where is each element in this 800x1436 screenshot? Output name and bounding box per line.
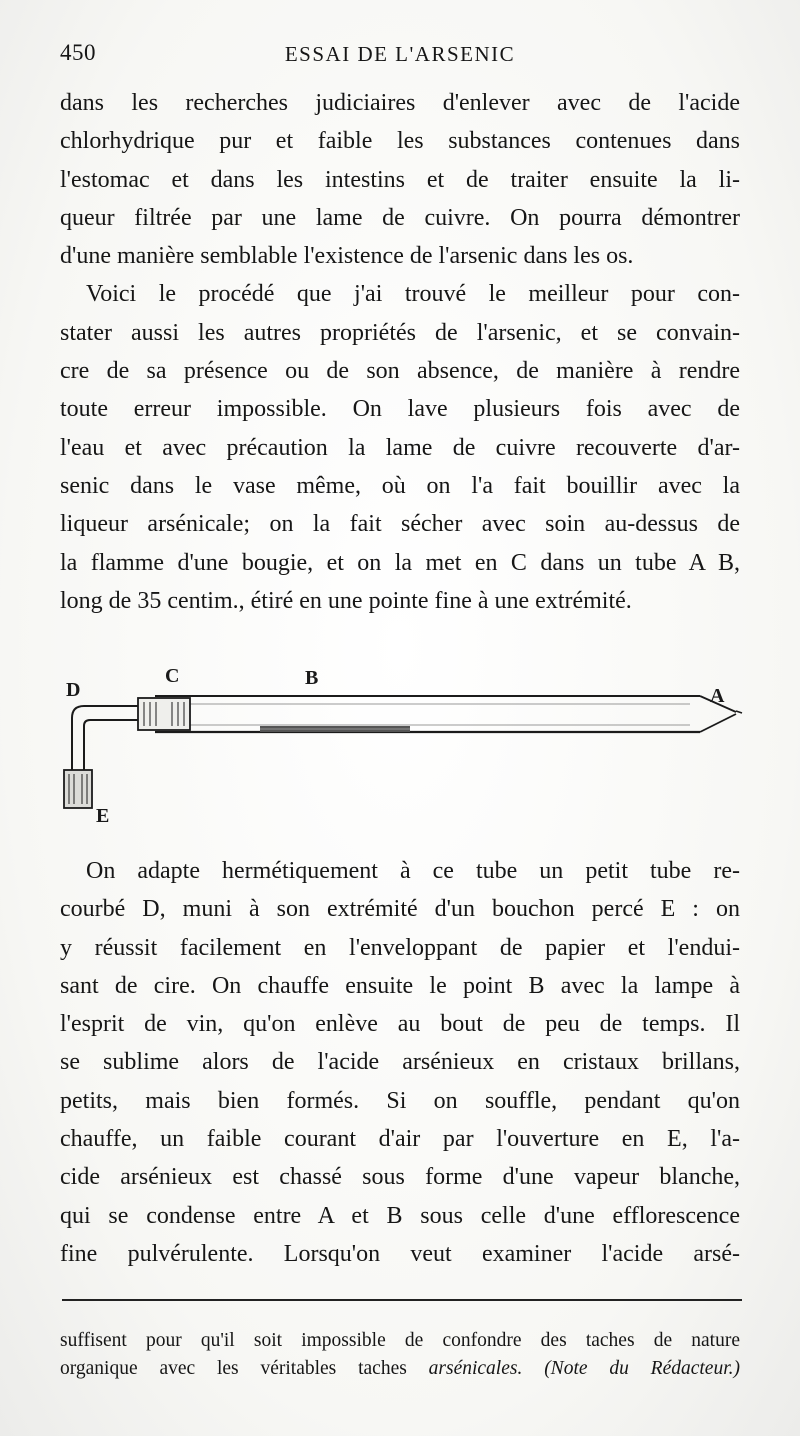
text-line: queur filtrée par une lame de cuivre. On pourra démontrer — [60, 204, 740, 231]
text-line: chlorhydrique pur et faible les substances contenues dans — [60, 128, 740, 155]
text-line: toute erreur impossible. On lave plusieurs fois avec de — [60, 396, 740, 423]
tube-ab — [155, 696, 742, 732]
text-line: cre de sa présence ou de son absence, de manière à rendre — [60, 358, 740, 385]
paragraph — [60, 275, 740, 620]
main-text-top — [60, 84, 740, 620]
text-line: l'eau et avec précaution la lame de cuivre recouverte d'ar- — [60, 434, 740, 461]
footnote-italic-word: arsénicales. — [428, 1358, 523, 1379]
apparatus-figure — [60, 652, 750, 842]
label-b: B — [305, 667, 319, 689]
text-line: chauffe, un faible courant d'air par l'ouverture en E, l'a- — [60, 1126, 740, 1153]
text-line: senic dans le vase même, où on l'a fait bouillir avec la — [60, 472, 740, 499]
tube-diagram — [60, 652, 750, 842]
text-line: stater aussi les autres propriétés de l'arsenic, et se convain- — [60, 319, 740, 346]
page-header — [60, 40, 740, 76]
text-line: l'estomac et dans les intestins et de traiter ensuite la li- — [60, 166, 740, 193]
cork-e — [64, 770, 92, 808]
joint-c — [138, 698, 190, 730]
text-line: dans les recherches judiciaires d'enlever avec de l'acide — [60, 90, 740, 116]
label-d: D — [66, 679, 81, 701]
copper-plate — [260, 726, 410, 732]
label-a: A — [710, 685, 725, 707]
text-line: se sublime alors de l'acide arsénieux en cristaux brillans, — [60, 1049, 740, 1076]
label-c: C — [165, 665, 180, 687]
paragraph — [60, 852, 740, 1273]
footnote — [60, 1327, 740, 1383]
footnote-divider — [62, 1299, 742, 1301]
text-line: qui se condense entre A et B sous celle d'une efflorescence — [60, 1202, 740, 1229]
editor-note: (Note du Rédacteur.) — [544, 1358, 740, 1379]
running-title: ESSAI DE L'ARSENIC — [284, 42, 516, 66]
text-line: Voici le procédé que j'ai trouvé le meilleur pour con- — [86, 281, 740, 308]
text-line: fine pulvérulente. Lorsqu'on veut examiner l'acide arsé- — [60, 1240, 740, 1267]
text-line: cide arsénieux est chassé sous forme d'une vapeur blanche, — [60, 1164, 740, 1191]
text-line: la flamme d'une bougie, et on la met en C dans un tube A B, — [60, 549, 740, 576]
text-line: sant de cire. On chauffe ensuite le point B avec la lampe à — [60, 972, 740, 999]
text-line: long de 35 centim., étiré en une pointe fine à une extrémité. — [60, 587, 632, 614]
footnote-line — [60, 1355, 740, 1383]
text-line: courbé D, muni à son extrémité d'un bouchon percé E : on — [60, 896, 740, 923]
page-number: 450 — [60, 40, 96, 65]
main-text-bottom — [60, 852, 740, 1273]
text-line: y réussit facilement en l'enveloppant de papier et l'endui- — [60, 934, 740, 961]
text-line: On adapte hermétiquement à ce tube un petit tube re- — [86, 858, 740, 884]
footnote-text: organique avec les véritables taches — [60, 1358, 407, 1379]
text-line: d'une manière semblable l'existence de l'arsenic dans les os. — [60, 243, 634, 270]
footnote-line: suffisent pour qu'il soit impossible de confondre des taches de nature — [60, 1330, 740, 1351]
text-line: liqueur arsénicale; on la fait sécher avec soin au-dessus de — [60, 511, 740, 538]
label-e: E — [96, 805, 110, 827]
text-line: l'esprit de vin, qu'on enlève au bout de peu de temps. Il — [60, 1011, 740, 1038]
text-line: petits, mais bien formés. Si on souffle, pendant qu'on — [60, 1087, 740, 1114]
paragraph — [60, 84, 740, 275]
